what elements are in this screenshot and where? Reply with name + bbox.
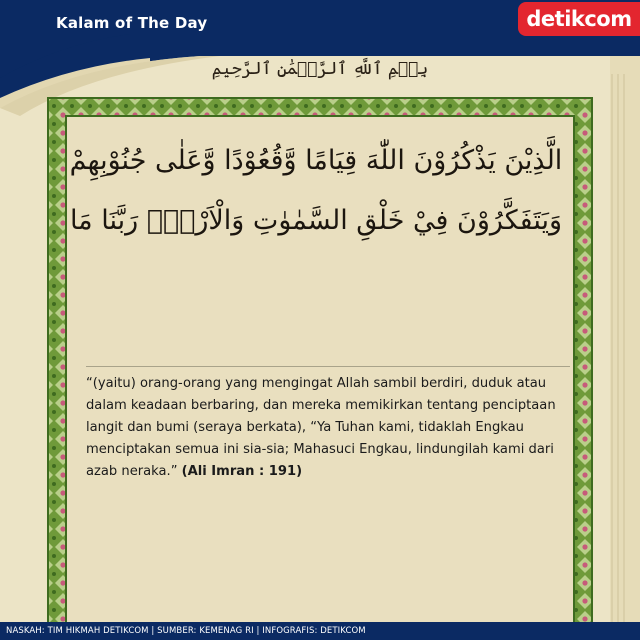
bismillah: بِسۡمِ ٱللَّهِ ٱلرَّحۡمَٰنِ ٱلرَّحِيمِ <box>211 59 429 79</box>
detikcom-logo[interactable]: detikcom <box>518 2 640 36</box>
divider <box>86 366 570 367</box>
arabic-verse-line-2: وَيَتَفَكَّرُوْنَ فِيْ خَلْقِ السَّمٰوٰتِ وَالْاَرْضِۚ رَبَّنَا مَا <box>69 205 563 236</box>
verse-reference: (Ali Imran : 191) <box>181 464 303 479</box>
arabic-verse-line-1: الَّذِيْنَ يَذْكُرُوْنَ اللّٰهَ قِيَامًا وَّقُعُوْدًا وَّعَلٰى جُنُوْبِهِمْ <box>69 145 563 176</box>
translation-text: “(yaitu) orang-orang yang mengingat Allah sambil berdiri, duduk atau dalam keadaan berbaring, dan mereka memikirkan tentang penciptaan langit dan bumi (seraya berkata), “Ya Tuhan kami, tidaklah Engkau menciptakan semua ini sia-sia; Mahasuci Engkau, lindungilah kami dari azab neraka.” <box>86 376 556 479</box>
page-title: Kalam of The Day <box>56 14 208 32</box>
footer-credits: NASKAH: TIM HIKMAH DETIKCOM | SUMBER: KEMENAG RI | INFOGRAFIS: DETIKCOM <box>0 622 640 640</box>
verse-panel <box>68 117 574 597</box>
verse-translation <box>86 373 556 483</box>
